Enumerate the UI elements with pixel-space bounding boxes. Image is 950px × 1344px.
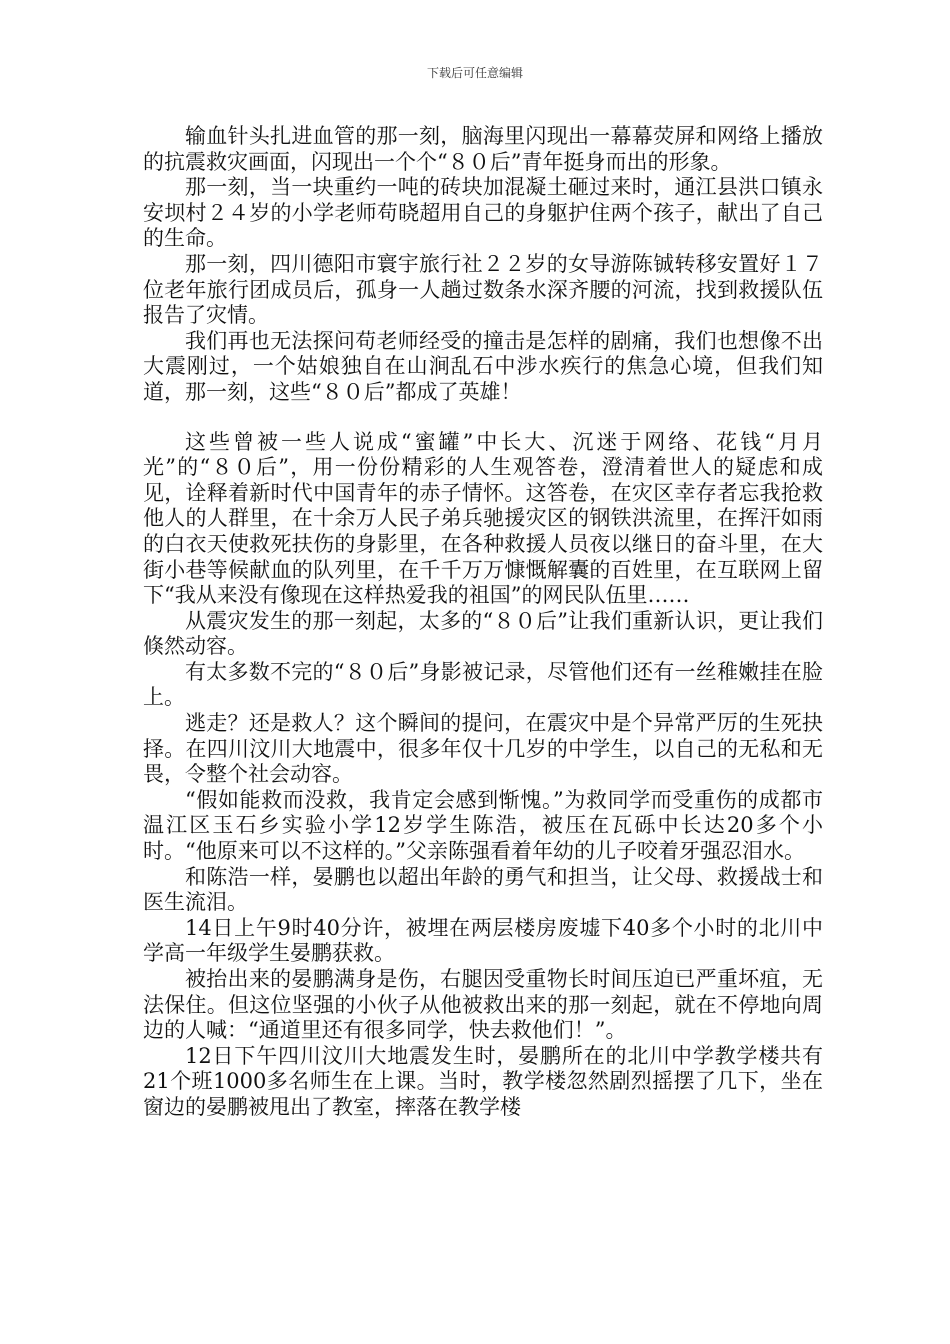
- paragraph: 那一刻，当一块重约一吨的砖块加混凝土砸过来时，通江县洪口镇永安坝村２４岁的小学老师苟晓超用自己的身躯护住两个孩子，献出了自己的生命。: [143, 175, 823, 251]
- paragraph: 那一刻，四川德阳市寰宇旅行社２２岁的女导游陈铖转移安置好１７位老年旅行团成员后，孤身一人趟过数条水深齐腰的河流，找到救援队伍报告了灾情。: [143, 251, 823, 328]
- paragraph: 12日下午四川汶川大地震发生时，晏鹏所在的北川中学教学楼共有21个班1000多名师生在上课。当时，教学楼忽然剧烈摇摆了几下，坐在窗边的晏鹏被甩出了教室，摔落在教学楼: [143, 1043, 823, 1119]
- paragraph: 输血针头扎进血管的那一刻，脑海里闪现出一幕幕荧屏和网络上播放的抗震救灾画面，闪现出一个个“８０后”青年挺身而出的形象。: [143, 124, 823, 174]
- page-header: 下载后可任意编辑: [426, 66, 523, 80]
- paragraph: 和陈浩一样，晏鹏也以超出年龄的勇气和担当，让父母、救援战士和医生流泪。: [143, 864, 823, 915]
- article-body: [143, 124, 823, 1121]
- paragraph: 14日上午9时40分许，被埋在两层楼房废墟下40多个小时的北川中学高一年级学生晏鹏获救。: [143, 915, 823, 966]
- paragraph: “假如能救而没救，我肯定会感到惭愧。”为救同学而受重伤的成都市温江区玉石乡实验小学12岁学生陈浩，被压在瓦砾中长达20多个小时。“他原来可以不这样的。”父亲陈强看着年幼的儿子咬着牙强忍泪水。: [143, 787, 823, 864]
- paragraph: 有太多数不完的“８０后”身影被记录，尽管他们还有一丝稚嫩挂在脸上。: [143, 659, 823, 710]
- paragraph: 从震灾发生的那一刻起，太多的“８０后”让我们重新认识，更让我们倏然动容。: [143, 608, 823, 659]
- paragraph: 这些曾被一些人说成“蜜罐”中长大、沉迷于网络、花钱“月月光”的“８０后”，用一份份精彩的人生观答卷，澄清着世人的疑虑和成见，诠释着新时代中国青年的赤子情怀。这答卷，在灾区幸存者忘我抢救他人的人群里，在十余万人民子弟兵驰援灾区的钢铁洪流里，在挥汗如雨的白衣天使救死扶伤的身影里，在各种救援人员夜以继日的奋斗里，在大街小巷等候献血的队列里，在千千万万慷慨解囊的百姓里，在互联网上留下“我从来没有像现在这样热爱我的祖国”的网民队伍里……: [143, 429, 823, 608]
- paragraph: 我们再也无法探问苟老师经受的撞击是怎样的剧痛，我们也想像不出大震刚过，一个姑娘独自在山涧乱石中涉水疾行的焦急心境，但我们知道，那一刻，这些“８０后”都成了英雄！: [143, 328, 823, 404]
- paragraph: 逃走？还是救人？这个瞬间的提问，在震灾中是个异常严厉的生死抉择。在四川汶川大地震中，很多年仅十几岁的中学生，以自己的无私和无畏，令整个社会动容。: [143, 711, 823, 787]
- paragraph: 被抬出来的晏鹏满身是伤，右腿因受重物长时间压迫已严重坏疽，无法保住。但这位坚强的小伙子从他被救出来的那一刻起，就在不停地向周边的人喊：“通道里还有很多同学，快去救他们！”。: [143, 967, 823, 1043]
